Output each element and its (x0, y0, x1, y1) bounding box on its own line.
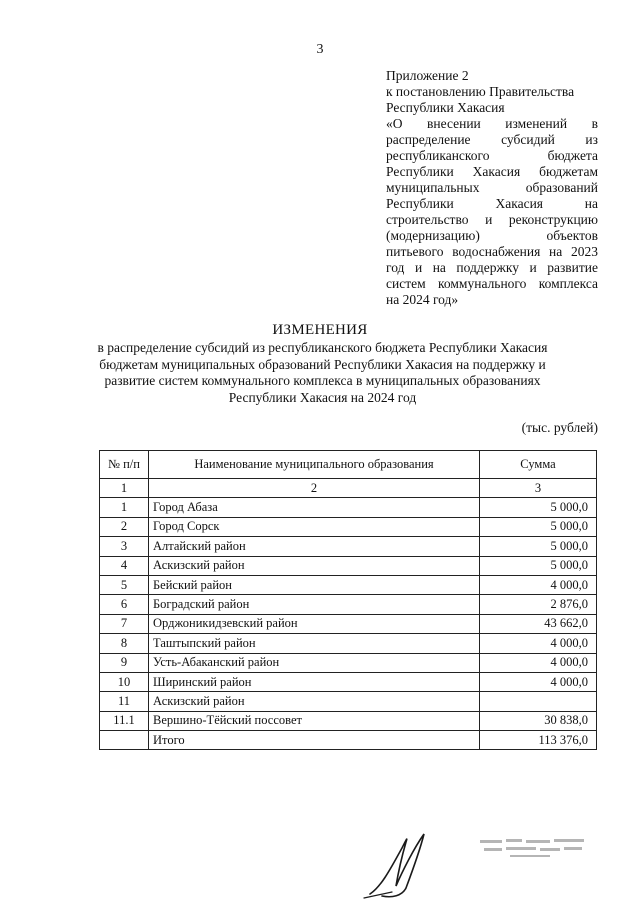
header-name: Наименование муниципального образования (149, 451, 480, 479)
row-number: 7 (100, 614, 149, 633)
subsidy-sum: 5 000,0 (480, 498, 597, 517)
appendix-justified-line: питьевого водоснабжения на 2023 (386, 244, 598, 259)
row-number: 5 (100, 575, 149, 594)
row-number (100, 731, 149, 750)
appendix-block (386, 68, 598, 308)
signature-icon (362, 826, 452, 901)
row-number: 8 (100, 634, 149, 653)
row-number: 2 (100, 517, 149, 536)
table-row (100, 653, 597, 672)
appendix-justified-line: год и на поддержку и развитие (386, 260, 598, 275)
appendix-last-line: на 2024 год» (386, 292, 459, 307)
table-row (100, 595, 597, 614)
appendix-justified-line: распределение субсидий из (386, 132, 598, 147)
row-number: 11 (100, 692, 149, 711)
appendix-line: Республики Хакасия (386, 100, 505, 115)
page-number: 3 (316, 42, 324, 57)
subsidy-sum: 30 838,0 (480, 711, 597, 730)
municipality-name: Алтайский район (149, 537, 480, 556)
document-subtitle (90, 340, 555, 406)
table-row (100, 556, 597, 575)
table-row (100, 731, 597, 750)
subtitle-line: бюджетам муниципальных образований Республики Хакасия на поддержку и (99, 356, 546, 372)
table-row (100, 575, 597, 594)
table-row (100, 692, 597, 711)
subtitle-line: Республики Хакасия на 2024 год (228, 389, 417, 405)
municipality-name: Таштыпский район (149, 634, 480, 653)
row-number: 10 (100, 672, 149, 691)
appendix-justified-line: муниципальных образований (386, 180, 598, 195)
row-number: 6 (100, 595, 149, 614)
column-number-row (100, 479, 597, 498)
table-row (100, 634, 597, 653)
subsidy-sum: 2 876,0 (480, 595, 597, 614)
row-number: 3 (100, 537, 149, 556)
table-row (100, 672, 597, 691)
stamp-mark-icon (480, 836, 590, 862)
appendix-justified-line: строительство и реконструкцию (386, 212, 598, 227)
subsidy-sum: 4 000,0 (480, 653, 597, 672)
appendix-justified-line: республиканского бюджета (386, 148, 598, 163)
table-row (100, 711, 597, 730)
subsidy-table (99, 450, 597, 750)
header-sum: Сумма (480, 451, 597, 479)
municipality-name: Ширинский район (149, 672, 480, 691)
appendix-justified-line: Республики Хакасия на (386, 196, 598, 211)
document-title: ИЗМЕНЕНИЯ (272, 322, 368, 338)
header-num: № п/п (100, 451, 149, 479)
units-label: (тыс. рублей) (521, 420, 598, 435)
subsidy-sum: 5 000,0 (480, 556, 597, 575)
municipality-name: Аскизский район (149, 692, 480, 711)
subsidy-sum: 113 376,0 (480, 731, 597, 750)
appendix-justified-line: Республики Хакасия бюджетам (386, 164, 598, 179)
municipality-name: Город Абаза (149, 498, 480, 517)
subsidy-sum: 5 000,0 (480, 537, 597, 556)
table-row (100, 498, 597, 517)
row-number: 11.1 (100, 711, 149, 730)
municipality-name: Бейский район (149, 575, 480, 594)
table-row (100, 614, 597, 633)
municipality-name: Итого (149, 731, 480, 750)
municipality-name: Орджоникидзевский район (149, 614, 480, 633)
municipality-name: Боградский район (149, 595, 480, 614)
appendix-line: Приложение 2 (386, 68, 469, 83)
colnum-1: 1 (100, 479, 149, 498)
subsidy-sum: 43 662,0 (480, 614, 597, 633)
subsidy-sum: 4 000,0 (480, 672, 597, 691)
table-header-row (100, 451, 597, 479)
appendix-justified-line: «О внесении изменений в (386, 116, 598, 131)
subsidy-sum: 5 000,0 (480, 517, 597, 536)
row-number: 4 (100, 556, 149, 575)
colnum-3: 3 (480, 479, 597, 498)
row-number: 1 (100, 498, 149, 517)
appendix-line: к постановлению Правительства (386, 84, 575, 99)
municipality-name: Вершино-Тёйский поссовет (149, 711, 480, 730)
table-row (100, 517, 597, 536)
appendix-justified-line: систем коммунального комплекса (386, 276, 598, 291)
row-number: 9 (100, 653, 149, 672)
subtitle-line: развитие систем коммунального комплекса в муниципальных образованиях (104, 373, 541, 388)
municipality-name: Аскизский район (149, 556, 480, 575)
municipality-name: Город Сорск (149, 517, 480, 536)
appendix-justified-line: (модернизацию) объектов (386, 228, 598, 243)
table-row (100, 537, 597, 556)
subsidy-sum: 4 000,0 (480, 575, 597, 594)
subsidy-sum (480, 692, 597, 711)
subsidy-sum: 4 000,0 (480, 634, 597, 653)
subtitle-line: в распределение субсидий из республиканского бюджета Республики Хакасия (97, 340, 548, 355)
table-body (100, 479, 597, 750)
colnum-2: 2 (149, 479, 480, 498)
municipality-name: Усть-Абаканский район (149, 653, 480, 672)
